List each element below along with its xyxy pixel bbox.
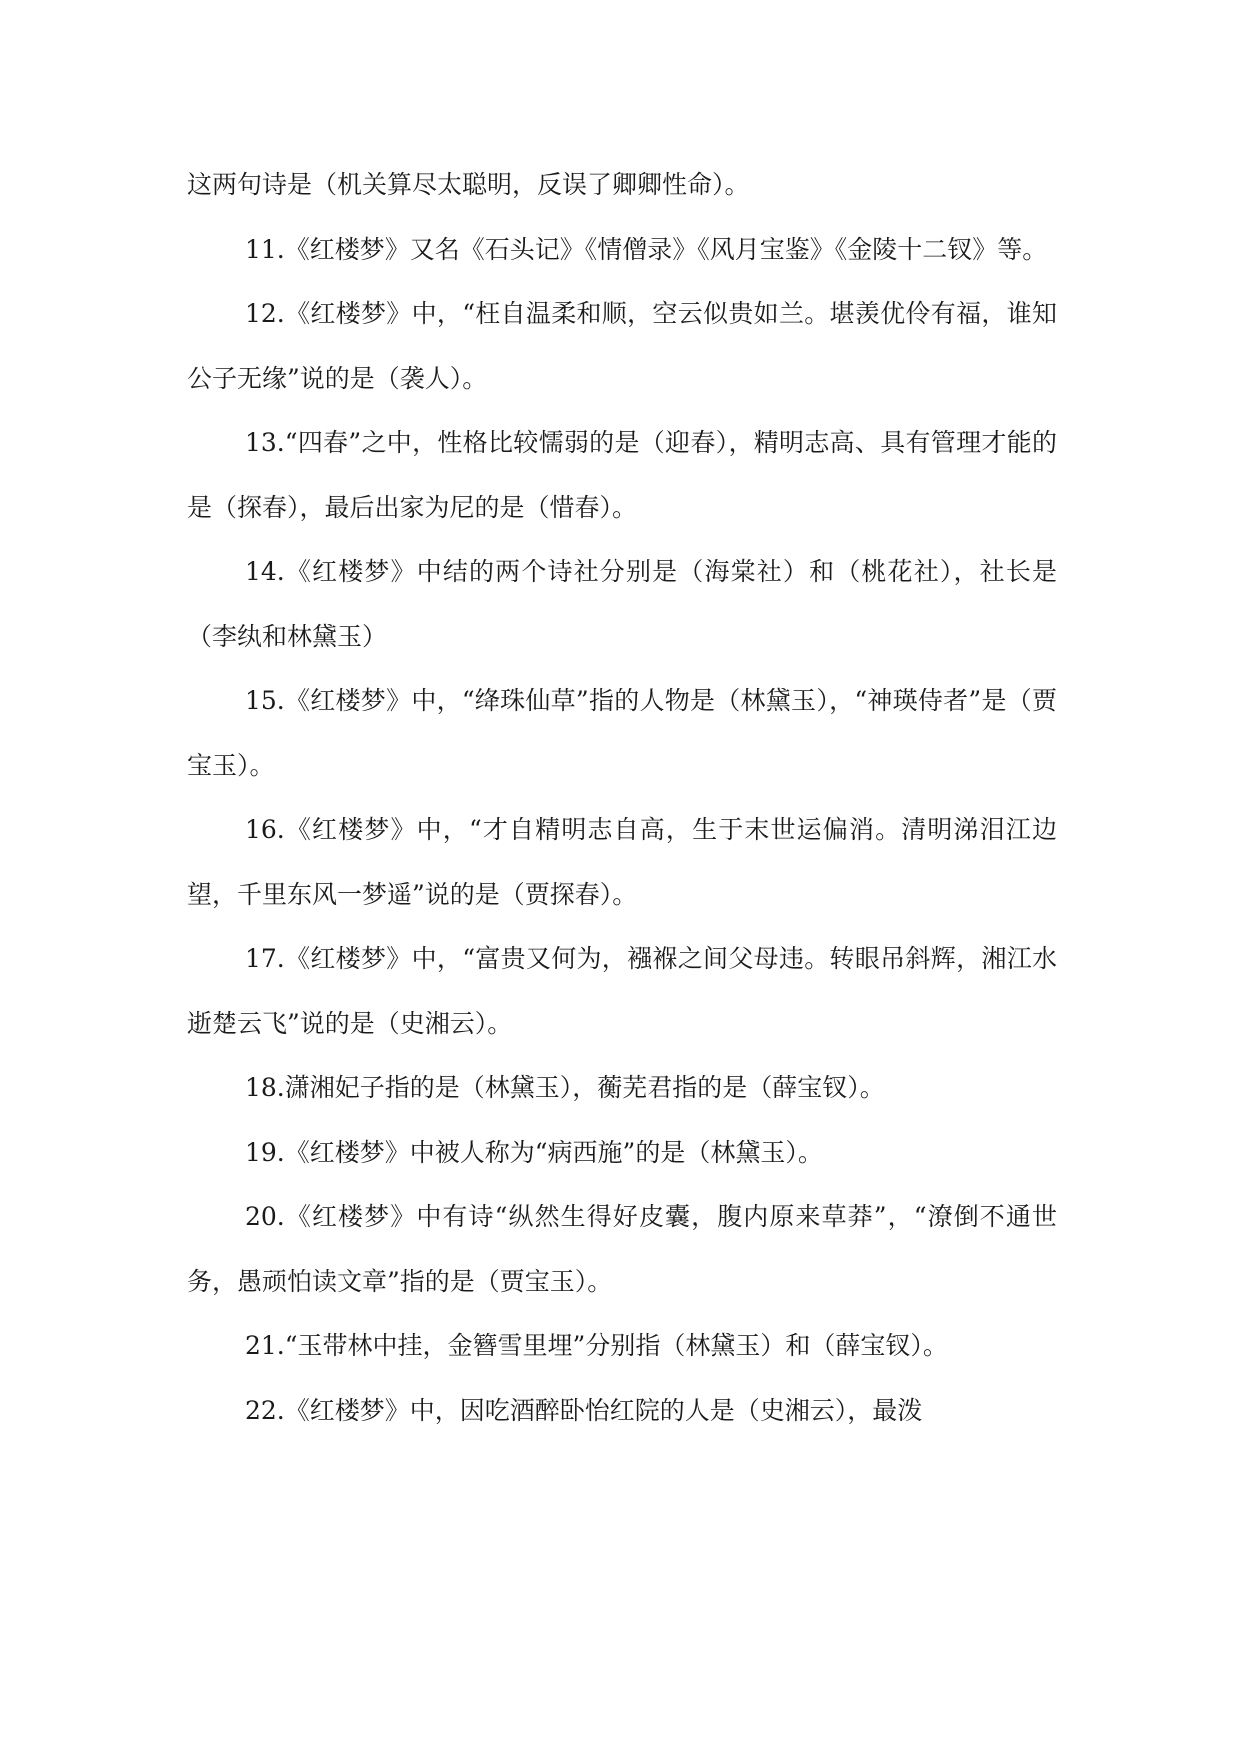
question-11: 11.《红楼梦》又名《石头记》《情僧录》《风月宝鉴》《金陵十二钗》等。	[245, 234, 1048, 264]
question-12: 12.《红楼梦》中，“枉自温柔和顺，空云似贵如兰。堪羡优伶有福，谁知公子无缘”说的是（袭人）。	[187, 299, 1057, 393]
question-20: 20.《红楼梦》中有诗“纵然生得好皮囊，腹内原来草莽”，“潦倒不通世务，愚顽怕读文章”指的是（贾宝玉）。	[187, 1202, 1057, 1296]
question-14: 14.《红楼梦》中结的两个诗社分别是（海棠社）和（桃花社），社长是（李纨和林黛玉）	[187, 557, 1057, 651]
question-17: 17.《红楼梦》中，“富贵又何为，襁褓之间父母违。转眼吊斜辉，湘江水逝楚云飞”说的是（史湘云）。	[187, 944, 1057, 1038]
question-18: 18.潇湘妃子指的是（林黛玉），蘅芜君指的是（薛宝钗）。	[245, 1073, 885, 1102]
question-19: 19.《红楼梦》中被人称为“病西施”的是（林黛玉）。	[245, 1137, 823, 1167]
question-15: 15.《红楼梦》中，“绛珠仙草”指的人物是（林黛玉），“神瑛侍者”是（贾宝玉）。	[187, 686, 1057, 780]
document-body	[187, 153, 1057, 1443]
question-16: 16.《红楼梦》中，“才自精明志自高，生于末世运偏消。清明涕泪江边望，千里东风一梦遥”说的是（贾探春）。	[187, 815, 1057, 909]
question-21: 21.“玉带林中挂，金簪雪里埋”分别指（林黛玉）和（薛宝钗）。	[245, 1331, 948, 1360]
question-22: 22.《红楼梦》中，因吃酒醉卧怡红院的人是（史湘云），最泼	[245, 1395, 923, 1425]
paragraph-continuation: 这两句诗是（机关算尽太聪明，反误了卿卿性命）。	[187, 170, 750, 199]
question-13: 13.“四春”之中，性格比较懦弱的是（迎春），精明志高、具有管理才能的是（探春），最后出家为尼的是（惜春）。	[187, 428, 1057, 522]
